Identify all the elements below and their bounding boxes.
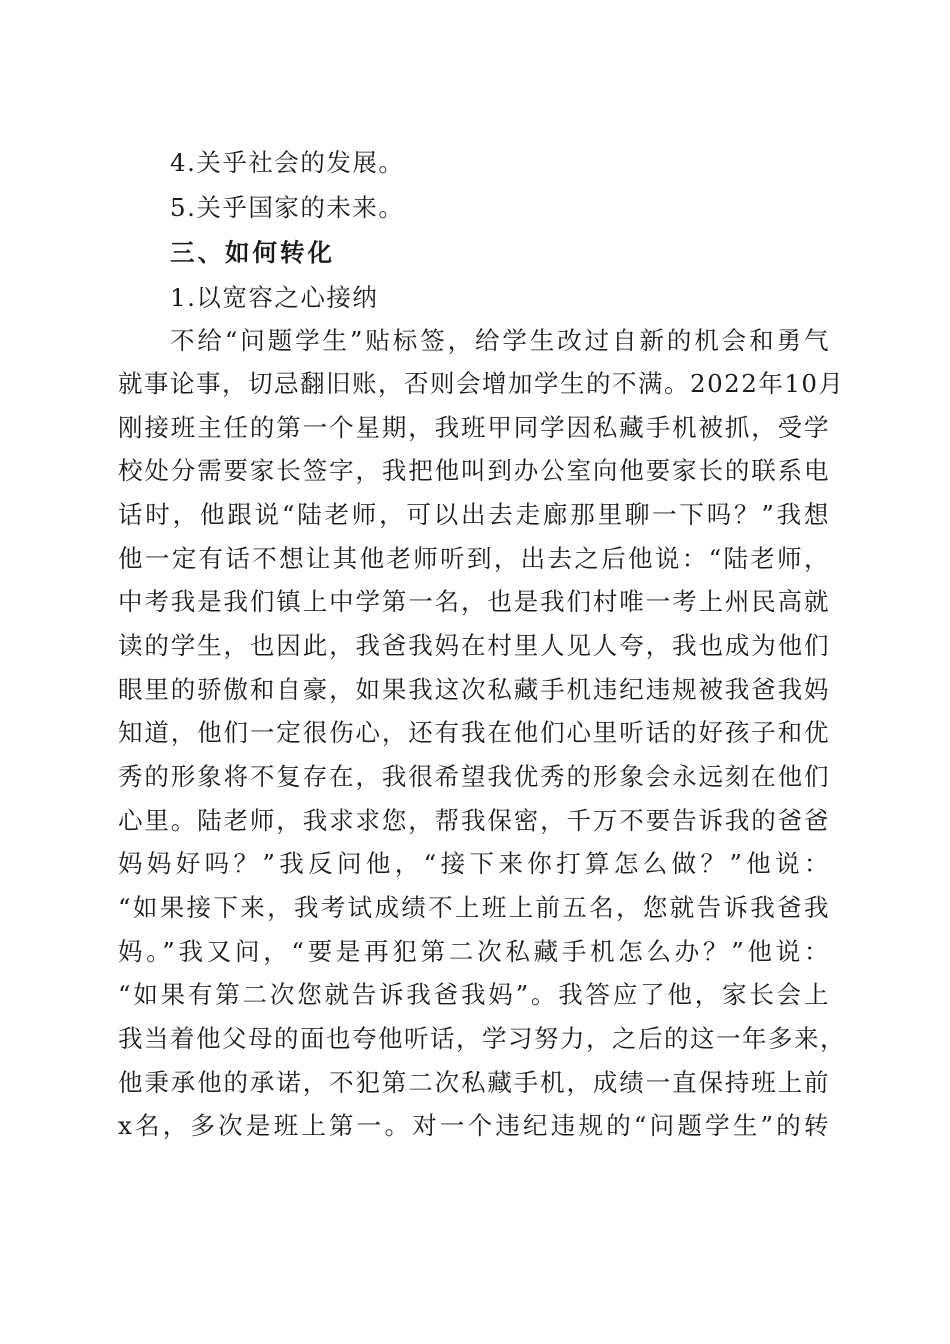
paragraph-line: 刚接班主任的第一个星期，我班甲同学因私藏手机被抓，受学	[118, 413, 830, 442]
subheading: 1.以宽容之心接纳	[170, 283, 379, 312]
paragraph-line: 妈妈好吗？”我反问他，“接下来你打算怎么做？”他说：	[118, 849, 830, 878]
paragraph-line: 知道，他们一定很伤心，还有我在他们心里听话的好孩子和优	[118, 718, 830, 747]
paragraph-line: 我当着他父母的面也夸他听话，学习努力，之后的这一年多来，	[118, 1024, 846, 1053]
list-item-5: 5.关乎国家的未来。	[170, 193, 405, 222]
section-heading: 三、如何转化	[170, 238, 335, 267]
paragraph-line: 他秉承他的承诺，不犯第二次私藏手机，成绩一直保持班上前	[118, 1068, 830, 1097]
paragraph-line: “如果有第二次您就告诉我爸我妈”。我答应了他，家长会上	[118, 980, 830, 1009]
paragraph-line: x名，多次是班上第一。对一个违纪违规的“问题学生”的转	[118, 1111, 830, 1140]
paragraph-line: 眼里的骄傲和自豪，如果我这次私藏手机违纪违规被我爸我妈	[118, 675, 830, 704]
list-item-4: 4.关乎社会的发展。	[170, 148, 405, 177]
paragraph-line: 秀的形象将不复存在，我很希望我优秀的形象会永远刻在他们	[118, 762, 830, 791]
paragraph-line: 他一定有话不想让其他老师听到，出去之后他说：“陆老师，	[118, 544, 830, 573]
paragraph-line: “如果接下来，我考试成绩不上班上前五名，您就告诉我爸我	[118, 893, 830, 922]
paragraph-line: 心里。陆老师，我求求您，帮我保密，千万不要告诉我的爸爸	[118, 806, 830, 835]
paragraph-line: 读的学生，也因此，我爸我妈在村里人见人夸，我也成为他们	[118, 631, 830, 660]
paragraph-line: 妈。”我又问，“要是再犯第二次私藏手机怎么办？”他说：	[118, 937, 830, 966]
paragraph-line: 话时，他跟说“陆老师，可以出去走廊那里聊一下吗？”我想	[118, 500, 830, 529]
paragraph-line: 不给“问题学生”贴标签，给学生改过自新的机会和勇气	[170, 326, 830, 355]
paragraph-line: 就事论事，切忌翻旧账，否则会增加学生的不满。2022年10月	[118, 369, 845, 398]
paragraph-line: 校处分需要家长签字，我把他叫到办公室向他要家长的联系电	[118, 456, 830, 485]
paragraph-line: 中考我是我们镇上中学第一名，也是我们村唯一考上州民高就	[118, 587, 830, 616]
